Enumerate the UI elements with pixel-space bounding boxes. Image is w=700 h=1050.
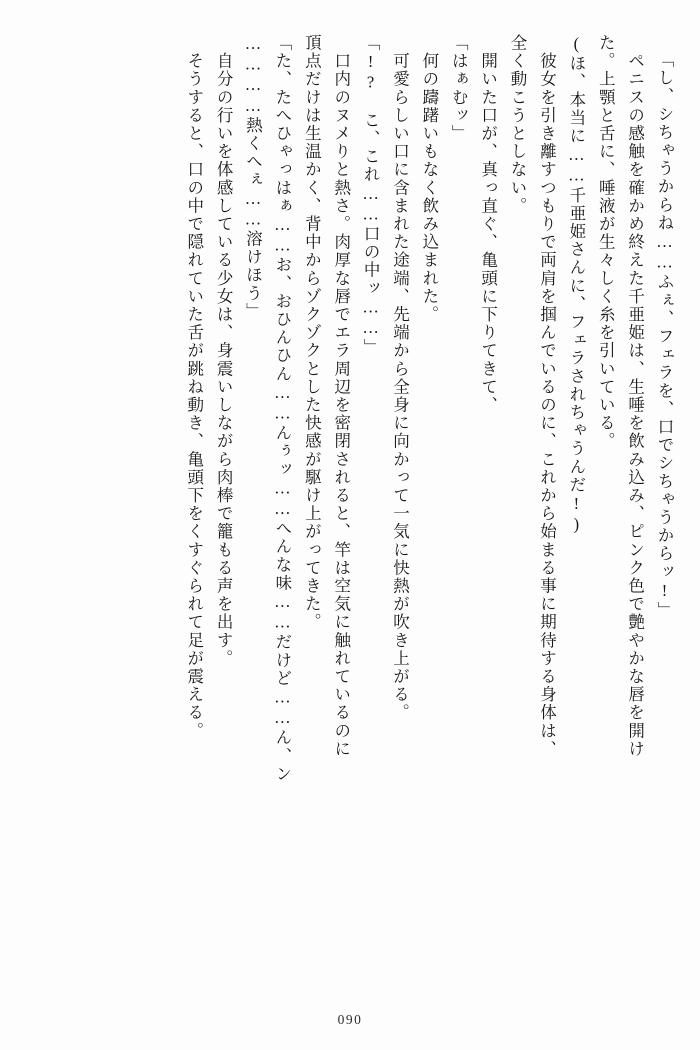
text-line: 「はぁむッ」 xyxy=(449,34,469,143)
text-line: 可愛らしい口に含まれた途端、先端から全身に向かって一気に快熱が吹き上がる。 xyxy=(390,34,410,722)
text-line: 口内のヌメりと熱さ。肉厚な唇でエラ周辺を密閉されると、竿は空気に触れているのに xyxy=(331,34,351,758)
text-line: (ほ、本当に……千亜姫さんに、フェラされちゃうんだ!) xyxy=(566,34,586,536)
text-line: 彼女を引き離すつもりで両肩を掴んでいるのに、これから始まる事に期待する身体は、 xyxy=(537,34,557,758)
text-line: 全く動こうとしない。 xyxy=(508,34,528,215)
text-line: ペニスの感触を確かめ終えた千亜姫は、生唾を飲み込み、ピンク色で艶やかな唇を開け xyxy=(625,34,645,758)
page-number: 090 xyxy=(337,1012,363,1027)
text-line: 自分の行いを体感している少女は、身震いしながら肉棒で籠もる声を出す。 xyxy=(214,34,234,668)
text-line: 何の躊躇いもなく飲み込まれた。 xyxy=(419,34,439,324)
text-line: …………熱くへぇ……溶けほう」 xyxy=(243,34,263,321)
vertical-text-block xyxy=(30,34,672,986)
text-line: た。上顎と舌に、唾液が生々しく糸を引いている。 xyxy=(596,34,616,451)
text-line: 「!? こ、これ……口の中ッ……」 xyxy=(361,34,381,357)
text-line: 頂点だけは生温かく、背中からゾクゾクとした快感が駆け上がってきた。 xyxy=(302,34,322,632)
text-line: 開いた口が、真っ直ぐ、亀頭に下りてきて、 xyxy=(478,34,498,415)
text-line: そうすると、口の中で隠れていた舌が跳ね動き、亀頭下をくすぐられて足が震える。 xyxy=(184,34,204,740)
text-line: 「し、シちゃうからね……ふぇ、フェラを、口でシちゃうからッ!」 xyxy=(655,51,674,620)
text-line: 「た、たへひゃっはぁ……お、おひんひん……んぅッ……へんな味……だけど……ん、ン xyxy=(272,34,292,783)
